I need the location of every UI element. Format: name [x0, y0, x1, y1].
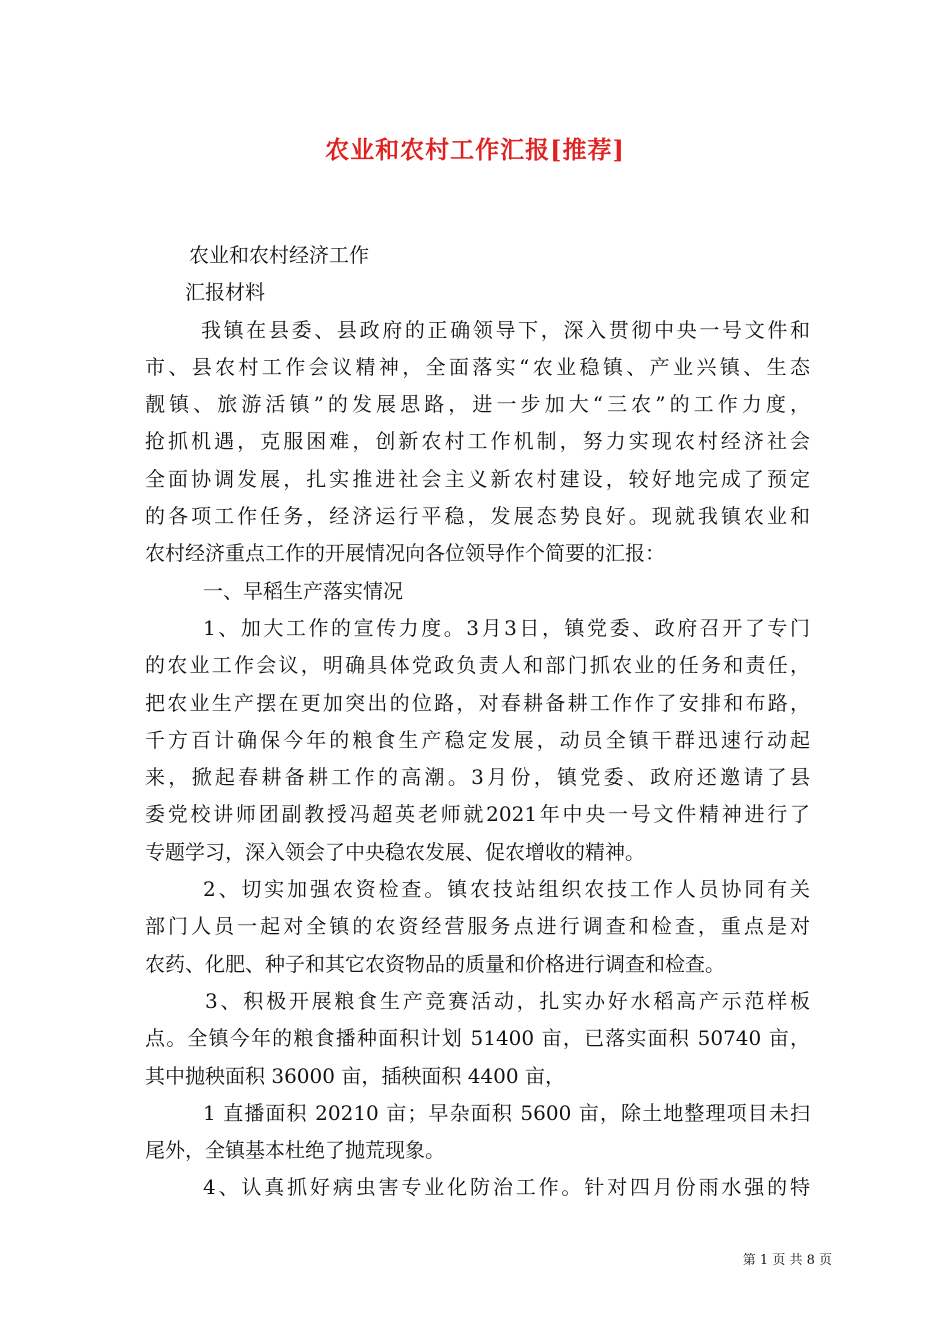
item3-line: 其中抛秧面积 36000 亩，插秧面积 4400 亩， [145, 1063, 565, 1088]
item4-line: 4、认真抓好病虫害专业化防治工作。针对四月份雨水强的特 [203, 1175, 810, 1200]
item2-line: 部门人员一起对全镇的农资经营服务点进行调查和检查，重点是对 [145, 914, 810, 939]
item1-line: 专题学习，深入领会了中央稳农发展、促农增收的精神。 [145, 839, 645, 864]
intro-line: 抢抓机遇，克服困难，创新农村工作机制，努力实现农村经济社会 [145, 429, 810, 454]
intro-line: 靓镇、旅游活镇”的发展思路，进一步加大“三农”的工作力度， [145, 392, 810, 417]
item3-line: 点。全镇今年的粮食播种面积计划 51400 亩，已落实面积 50740 亩， [145, 1026, 810, 1051]
item1-line: 委党校讲师团副教授冯超英老师就2021年中央一号文件精神进行了 [145, 802, 810, 827]
intro-line: 的各项工作任务，经济运行平稳，发展态势良好。现就我镇农业和 [145, 504, 810, 529]
document-body [145, 237, 810, 1207]
intro-line: 全面协调发展，扎实推进社会主义新农村建设，较好地完成了预定 [145, 466, 810, 491]
heading-line-2: 汇报材料 [185, 280, 265, 305]
item1-line: 1、加大工作的宣传力度。3月3日，镇党委、政府召开了专门 [203, 615, 810, 640]
document-title: 农业和农村工作汇报[推荐] [325, 135, 625, 164]
item2-line: 2、切实加强农资检查。镇农技站组织农技工作人员协同有关 [203, 877, 810, 902]
section-heading: 一、早稻生产落实情况 [203, 578, 403, 603]
item3-line: 3、积极开展粮食生产竞赛活动，扎实办好水稻高产示范样板 [205, 988, 810, 1013]
page-number: 第 1 页 共 8 页 [742, 1253, 832, 1268]
item1-line: 来，掀起春耕备耕工作的高潮。3月份，镇党委、政府还邀请了县 [145, 765, 810, 790]
item1-line: 千方百计确保今年的粮食生产稳定发展，动员全镇干群迅速行动起 [145, 727, 810, 752]
item1-line: 把农业生产摆在更加突出的位路，对春耕备耕工作作了安排和布路， [145, 690, 810, 715]
item3b-line: 尾外，全镇基本杜绝了抛荒现象。 [145, 1138, 445, 1163]
item3b-line: 1 直播面积 20210 亩；早杂面积 5600 亩，除土地整理项目未扫 [203, 1100, 810, 1125]
intro-line: 我镇在县委、县政府的正确领导下，深入贯彻中央一号文件和 [201, 317, 810, 342]
item2-line: 农药、化肥、种子和其它农资物品的质量和价格进行调查和检查。 [145, 951, 725, 976]
heading-line-1: 农业和农村经济工作 [189, 243, 369, 267]
intro-line: 市、县农村工作会议精神，全面落实“农业稳镇、产业兴镇、生态 [145, 354, 810, 379]
intro-line: 农村经济重点工作的开展情况向各位领导作个简要的汇报： [145, 541, 665, 566]
item1-line: 的农业工作会议，明确具体党政负责人和部门抓农业的任务和责任， [145, 653, 810, 678]
